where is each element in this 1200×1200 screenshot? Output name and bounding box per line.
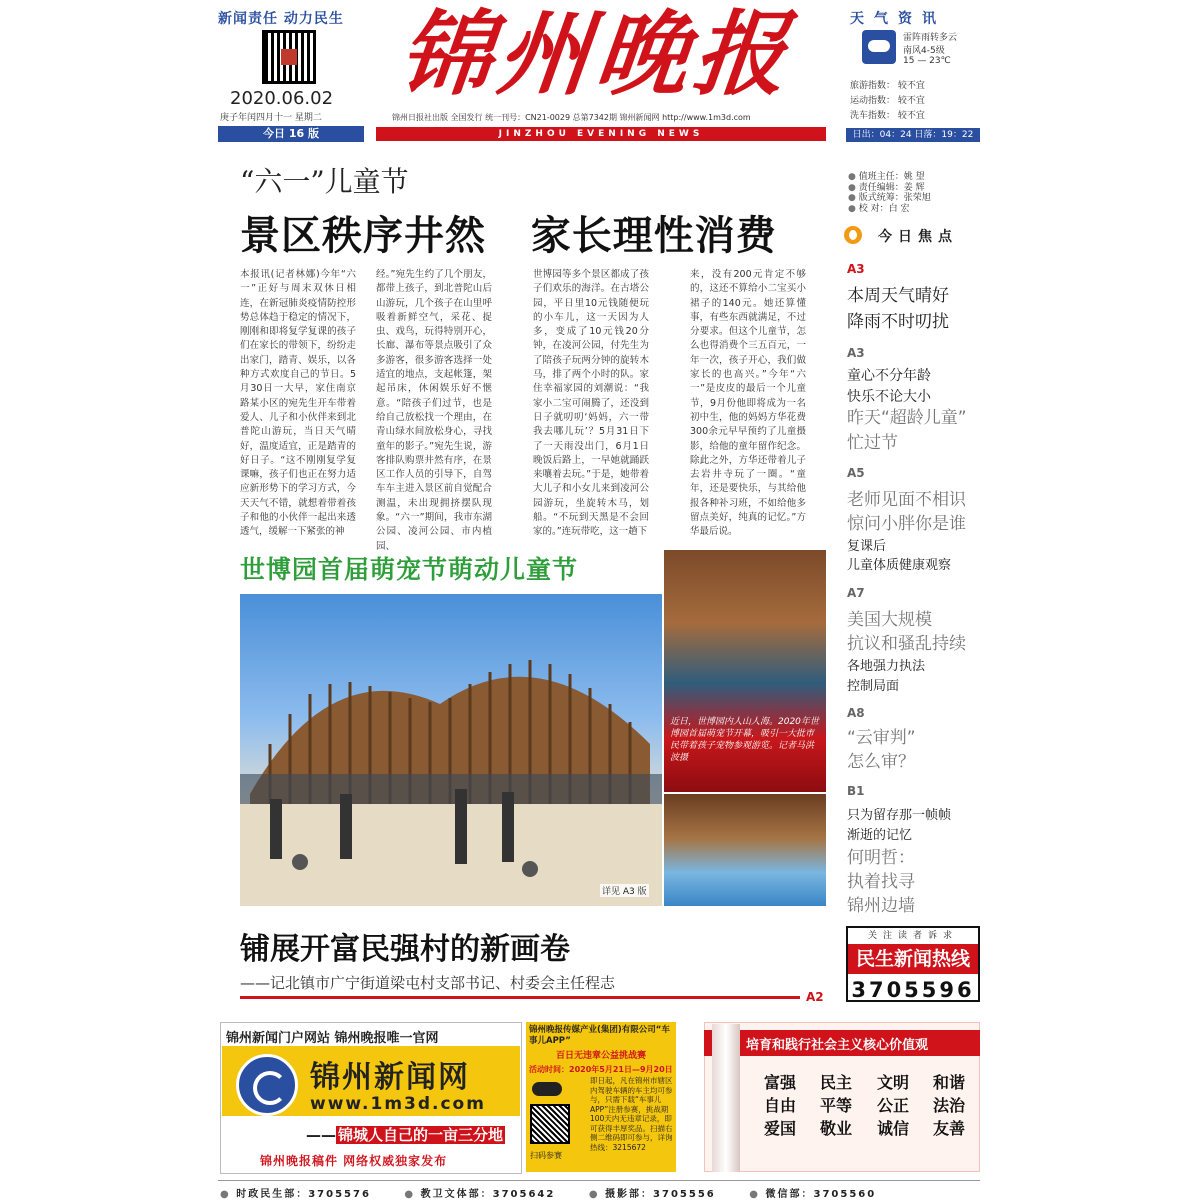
qr-label: 扫码参赛 (530, 1151, 562, 1160)
core-values-title: 培育和践行社会主义核心价值观 (746, 1038, 929, 1053)
publication-meta: 锦州日报社出版 全国发行 统一刊号：CN21-0029 总第7342期 锦州新闻网 http://www.1m3d.com (392, 113, 751, 122)
core-value: 富强 (764, 1073, 797, 1092)
core-value: 民主 (820, 1073, 853, 1092)
core-value: 自由 (764, 1096, 797, 1115)
focus-headline[interactable]: 昨天“超龄儿童” (847, 408, 967, 428)
english-title-bar: JINZHOU EVENING NEWS (376, 127, 826, 141)
newspaper-logo: 锦州晚报 (394, 0, 798, 108)
staff-item: ● 责任编辑：姜 辉 (848, 183, 931, 194)
focus-headline[interactable]: 惊问小胖你是谁 (847, 514, 966, 534)
feature-headline[interactable]: 铺展开富民强村的新画卷 (240, 932, 570, 967)
focus-subhead[interactable]: 复课后 (847, 539, 887, 554)
focus-page-tag[interactable]: A3 (847, 262, 865, 276)
focus-subhead[interactable]: 只为留存那一帧帧 (847, 808, 952, 823)
app-ad-period: 活动时间：2020年5月21日—9月20日 (529, 1065, 673, 1074)
lead-kicker: “六一”儿童节 (240, 165, 409, 198)
staff-item: ● 版式统筹：张荣旭 (848, 193, 931, 204)
lunar-date: 庚子年闰四月十一 星期二 (220, 113, 322, 123)
qr-code-icon[interactable] (530, 1104, 570, 1144)
lead-headline: 景区秩序井然 家长理性消费 (240, 212, 777, 259)
department-phone: ● 摄影部：3705556 (589, 1189, 716, 1200)
weather-title: 天气资讯 (850, 11, 946, 27)
sunrise-sunset-bar: 日出：04：24 日落：19：22 (846, 128, 980, 142)
department-phone: ● 教卫文体部：3705642 (404, 1189, 555, 1200)
focus-page-tag[interactable]: A7 (847, 586, 865, 600)
focus-subhead[interactable]: 儿童体质健康观察 (847, 558, 952, 573)
website-ad-footer: 锦州晚报稿件 网络权威独家发布 (260, 1154, 448, 1168)
focus-headline[interactable]: 老师见面不相识 (847, 490, 966, 510)
app-ad-company: 锦州晚报传媒产业(集团)有限公司“车事儿APP” (529, 1025, 670, 1046)
core-value: 平等 (820, 1096, 853, 1115)
focus-subhead[interactable]: 童心不分年龄 (847, 368, 931, 384)
weather-line: 15 — 23℃ (903, 56, 951, 66)
focus-headline[interactable]: 何明哲： (847, 848, 915, 868)
focus-headline[interactable]: 抗议和骚乱持续 (847, 634, 966, 654)
department-phone-list (220, 1185, 980, 1200)
core-value: 文明 (877, 1073, 910, 1092)
focus-subhead[interactable]: 各地强力执法 (847, 659, 926, 674)
expo-gate-illustration (240, 594, 662, 906)
app-ad-title: 百日无违章公益挑战赛 (555, 1051, 646, 1061)
divider (240, 996, 800, 999)
focus-headline[interactable]: “云审判” (847, 728, 916, 748)
focus-headline[interactable]: 本周天气晴好 (847, 286, 949, 306)
core-value: 爱国 (764, 1119, 797, 1138)
footer-divider (218, 1180, 980, 1181)
focus-page-tag[interactable]: A3 (847, 346, 865, 360)
photo-section-title: 世博园首届萌宠节萌动儿童节 (240, 555, 579, 584)
core-value: 敬业 (820, 1119, 853, 1138)
cloud-icon (862, 30, 896, 64)
see-also-label: 详见 A3 版 (600, 884, 649, 897)
focus-headline[interactable]: 忙过节 (847, 433, 898, 453)
hotline-number: 3705596 (851, 978, 975, 1002)
focus-headline[interactable]: 降雨不时叨扰 (847, 312, 949, 332)
core-value: 法治 (933, 1096, 966, 1115)
feature-subtitle: ——记北镇市广宁街道梁屯村支部书记、村委会主任程志 (240, 974, 616, 992)
article-column: 来，没有200元肯定不够的，这还不算给小二宝买小裙子的140元。她还算懂事，有些东西就满足，不过分要求。但这个儿童节，怎么也得消费个三五百元，一年一次，孩子开心，我们做家长的也高兴。”今年“六一”是皮皮的最后一个儿童节，9月份他即将成为一名初中生，他的妈妈方华花费300余元早早预约了儿童摄影，给他的童年留作纪念。除此之外，方华还带着儿子去岩井寺玩了一圈。“童年，还是要快乐，与其给他报各种补习班，不如给他多留点美好，纯真的记忆。”方华最后说。 (690, 269, 806, 538)
focus-title: 今日焦点 (878, 229, 958, 245)
focus-headline[interactable]: 锦州边墙 (847, 896, 915, 916)
weather-line: 雷阵雨转多云 (903, 33, 958, 43)
article-column: 本报讯(记者林娜)今年“六一”正好与周末双休日相连，在新冠肺炎疫情防控形势总体趋于稳定的情况下，刚刚和即将复学复课的孩子们在家长的带领下，纷纷走出家门，踏青、娱乐，以各种方式欢度自己的节日。5月30日一大早，家住南京路某小区的宛先生开车带着爱人、儿子和小伙伴来到北普陀山游玩，当日天气晴好，温度适宜，正是踏青的好日子。“这不刚刚复学复课嘛，孩子们也正在努力适应新形势下的学习方式，今天天气不错，就想着带着孩子和他的小伙伴一起出来透透气，缓解一下紧张的神 (240, 269, 356, 538)
weather-index: 洗车指数： 较不宜 (850, 111, 925, 121)
feature-page-tag: A2 (806, 990, 824, 1004)
core-value: 诚信 (877, 1119, 910, 1138)
article-column: 世博园等多个景区都成了孩子们欢乐的海洋。在古塔公园，平日里10元钱随便玩的小车儿，这一天因为人多，变成了10元钱20分钟，在凌河公园，付先生为了陪孩子玩两分钟的旋转木马，排了两个小时的队。家住幸福家园的刘潮说：“我家小二宝可闹腾了，还没到日子就叨叨‘妈妈，六一带我去哪儿玩’？5月31日下了一天雨没出门，6月1日晚饭后路上，一早她就踊跃来嚷着去玩。”于是，她带着大儿子和小女儿来到凌河公园游玩，坐旋转木马，划船。“不玩到天黑是不会回家的。”连玩带吃，这一趟下 (533, 269, 649, 538)
main-photo (240, 594, 662, 906)
focus-headline[interactable]: 怎么审？ (847, 752, 915, 772)
website-ad-tagline: 锦州新闻门户网站 锦州晚报唯一官网 (226, 1031, 439, 1046)
website-name: 锦州新闻网 (310, 1060, 470, 1095)
app-ad-body: 即日起，凡在锦州市辖区内驾驶车辆的车主均可参与，只需下载“车事儿APP”注册参赛，挑战期100天内无违章记录，即可获得丰厚奖品。扫描右侧二维码即可参与，详询热线：3215672 (590, 1076, 673, 1152)
article-column: 经。”宛先生约了几个朋友，都带上孩子，到北普陀山后山游玩，几个孩子在山里呼吸着新鲜空气，采花、捉虫、戏鸟，玩得特别开心，长廊、瀑布等景点吸引了众多游客，很多游客选择一处适宜的地点，支起帐篷，架起吊床，休闲娱乐好不惬意。“陪孩子们过节，也是给自己放松找一个理由，在青山绿水间放松身心，寻找童年的影子。”宛先生说，游客排队购票井然有序，在景区工作人员的引导下，自驾车车主进入景区前自觉配合测温，未出现拥挤摆队现象。“六一”期间，我市东湖公园、凌河公园、市内植园、 (376, 269, 492, 552)
focus-subhead[interactable]: 快乐不论大小 (847, 389, 931, 405)
staff-list (848, 172, 931, 214)
website-url[interactable]: www.1m3d.com (310, 1094, 486, 1114)
core-value: 友善 (933, 1119, 966, 1138)
focus-subhead[interactable]: 控制局面 (847, 679, 900, 694)
hotline-tagline: 关注读者诉求 (867, 931, 958, 941)
focus-headline[interactable]: 执着找寻 (847, 872, 915, 892)
today-pages-badge: 今日 16 版 (218, 126, 364, 142)
staff-item: ● 值班主任：姚 望 (848, 172, 931, 183)
weather-line: 南风4-5级 (903, 46, 945, 56)
weather-index: 旅游指数： 较不宜 (850, 81, 925, 91)
website-slogan: —— 锦城人自己的一亩三分地 (306, 1126, 504, 1144)
huabiao-pillar-icon (712, 1024, 740, 1172)
core-value: 公正 (877, 1096, 910, 1115)
weather-index: 运动指数： 较不宜 (850, 96, 925, 106)
hotline-name: 民生新闻热线 (848, 944, 978, 974)
focus-page-tag[interactable]: B1 (847, 784, 865, 798)
focus-headline[interactable]: 美国大规模 (847, 610, 932, 630)
focus-subhead[interactable]: 渐逝的记忆 (847, 828, 913, 843)
qr-code-icon (262, 30, 316, 84)
department-phone: ● 微信部：3705560 (749, 1189, 876, 1200)
focus-page-tag[interactable]: A8 (847, 706, 865, 720)
website-logo-icon (236, 1054, 298, 1116)
masthead-slogan: 新闻责任 动力民生 (218, 11, 344, 27)
photo-caption: 近日，世博园内人山人海。2020年世博园首届萌宠节开幕，吸引一大批市民带着孩子宠物参观游览。记者马洪波摄 (670, 717, 819, 763)
issue-date: 2020.06.02 (230, 88, 334, 109)
car-icon (532, 1082, 562, 1096)
department-phone: ● 时政民生部：3705576 (220, 1189, 371, 1200)
staff-item: ● 校 对：白 宏 (848, 204, 931, 215)
core-value: 和谐 (933, 1073, 966, 1092)
focus-page-tag[interactable]: A5 (847, 466, 865, 480)
side-photo-bottom (664, 794, 826, 906)
